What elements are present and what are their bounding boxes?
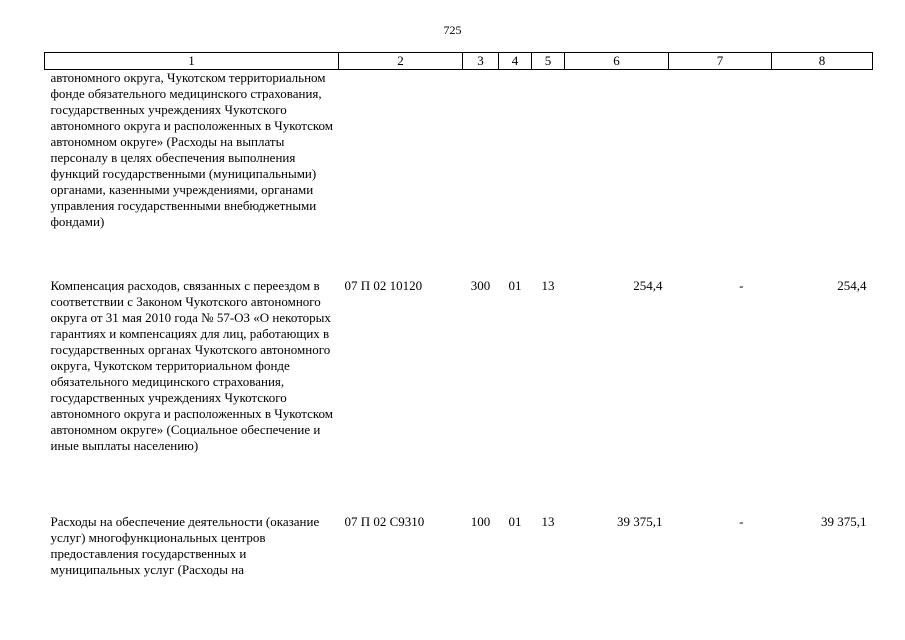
row-total: 254,4 [837, 278, 867, 293]
row-rz: 01 [508, 514, 522, 529]
row-pr: 13 [541, 278, 555, 293]
row-pr: 13 [541, 514, 555, 529]
column-header: 2 [339, 53, 463, 70]
column-header: 6 [565, 53, 669, 70]
row-vr: 300 [470, 278, 491, 293]
column-header: 3 [463, 53, 499, 70]
column-header: 8 [772, 53, 873, 70]
column-header: 5 [532, 53, 565, 70]
column-numbers-row [45, 53, 873, 70]
row-pr [532, 70, 565, 279]
column-header: 7 [669, 53, 772, 70]
table-row [45, 70, 873, 279]
row-total: 39 375,1 [821, 514, 867, 529]
row-name: Компенсация расходов, связанных с переездом в соответствии с Законом Чукотского автономного округа от 31 мая 2010 года № 57-ОЗ «О некоторых гарантиях и компенсациях для лиц, работающих в государственных органах Чукотского автономного округа, Чукотском территориальном фонде обязательного медицинского страхования, государственных учреждениях Чукотского автономного округа и расположенных в Чукотском автономном округе» (Социальное обеспечение и иные выплаты населению) [50, 278, 333, 453]
row-code: 07 П 02 С9310 [344, 514, 425, 529]
row-code: 07 П 02 10120 [344, 278, 423, 293]
column-header: 4 [499, 53, 532, 70]
row-total [772, 70, 873, 279]
row-vr [463, 70, 499, 279]
row-sum: 39 375,1 [617, 514, 663, 529]
row-mid [669, 70, 772, 279]
row-rz: 01 [508, 278, 522, 293]
row-sum: 254,4 [633, 278, 663, 293]
row-vr: 100 [470, 514, 491, 529]
table-row [45, 514, 873, 586]
column-header: 1 [45, 53, 339, 70]
row-mid: - [739, 514, 744, 529]
budget-table [44, 52, 873, 586]
row-name: автономного округа, Чукотском территориальном фонде обязательного медицинского страхования, государственных учреждениях Чукотского автономного округа и расположенных в Чукотском автономном округе» (Расходы на выплаты персоналу в целях обеспечения выполнения функций государственными (муниципальными) органами, казенными учреждениями, органами управления государственными внебюджетными фондами) [50, 70, 333, 229]
row-code [339, 70, 463, 279]
row-name: Расходы на обеспечение деятельности (оказание услуг) многофункциональных центров предоставления государственных и муниципальных услуг (Расходы на [50, 514, 320, 577]
table-row [45, 278, 873, 514]
page-number: 725 [443, 23, 462, 37]
row-mid: - [739, 278, 744, 293]
row-rz [499, 70, 532, 279]
row-sum [565, 70, 669, 279]
